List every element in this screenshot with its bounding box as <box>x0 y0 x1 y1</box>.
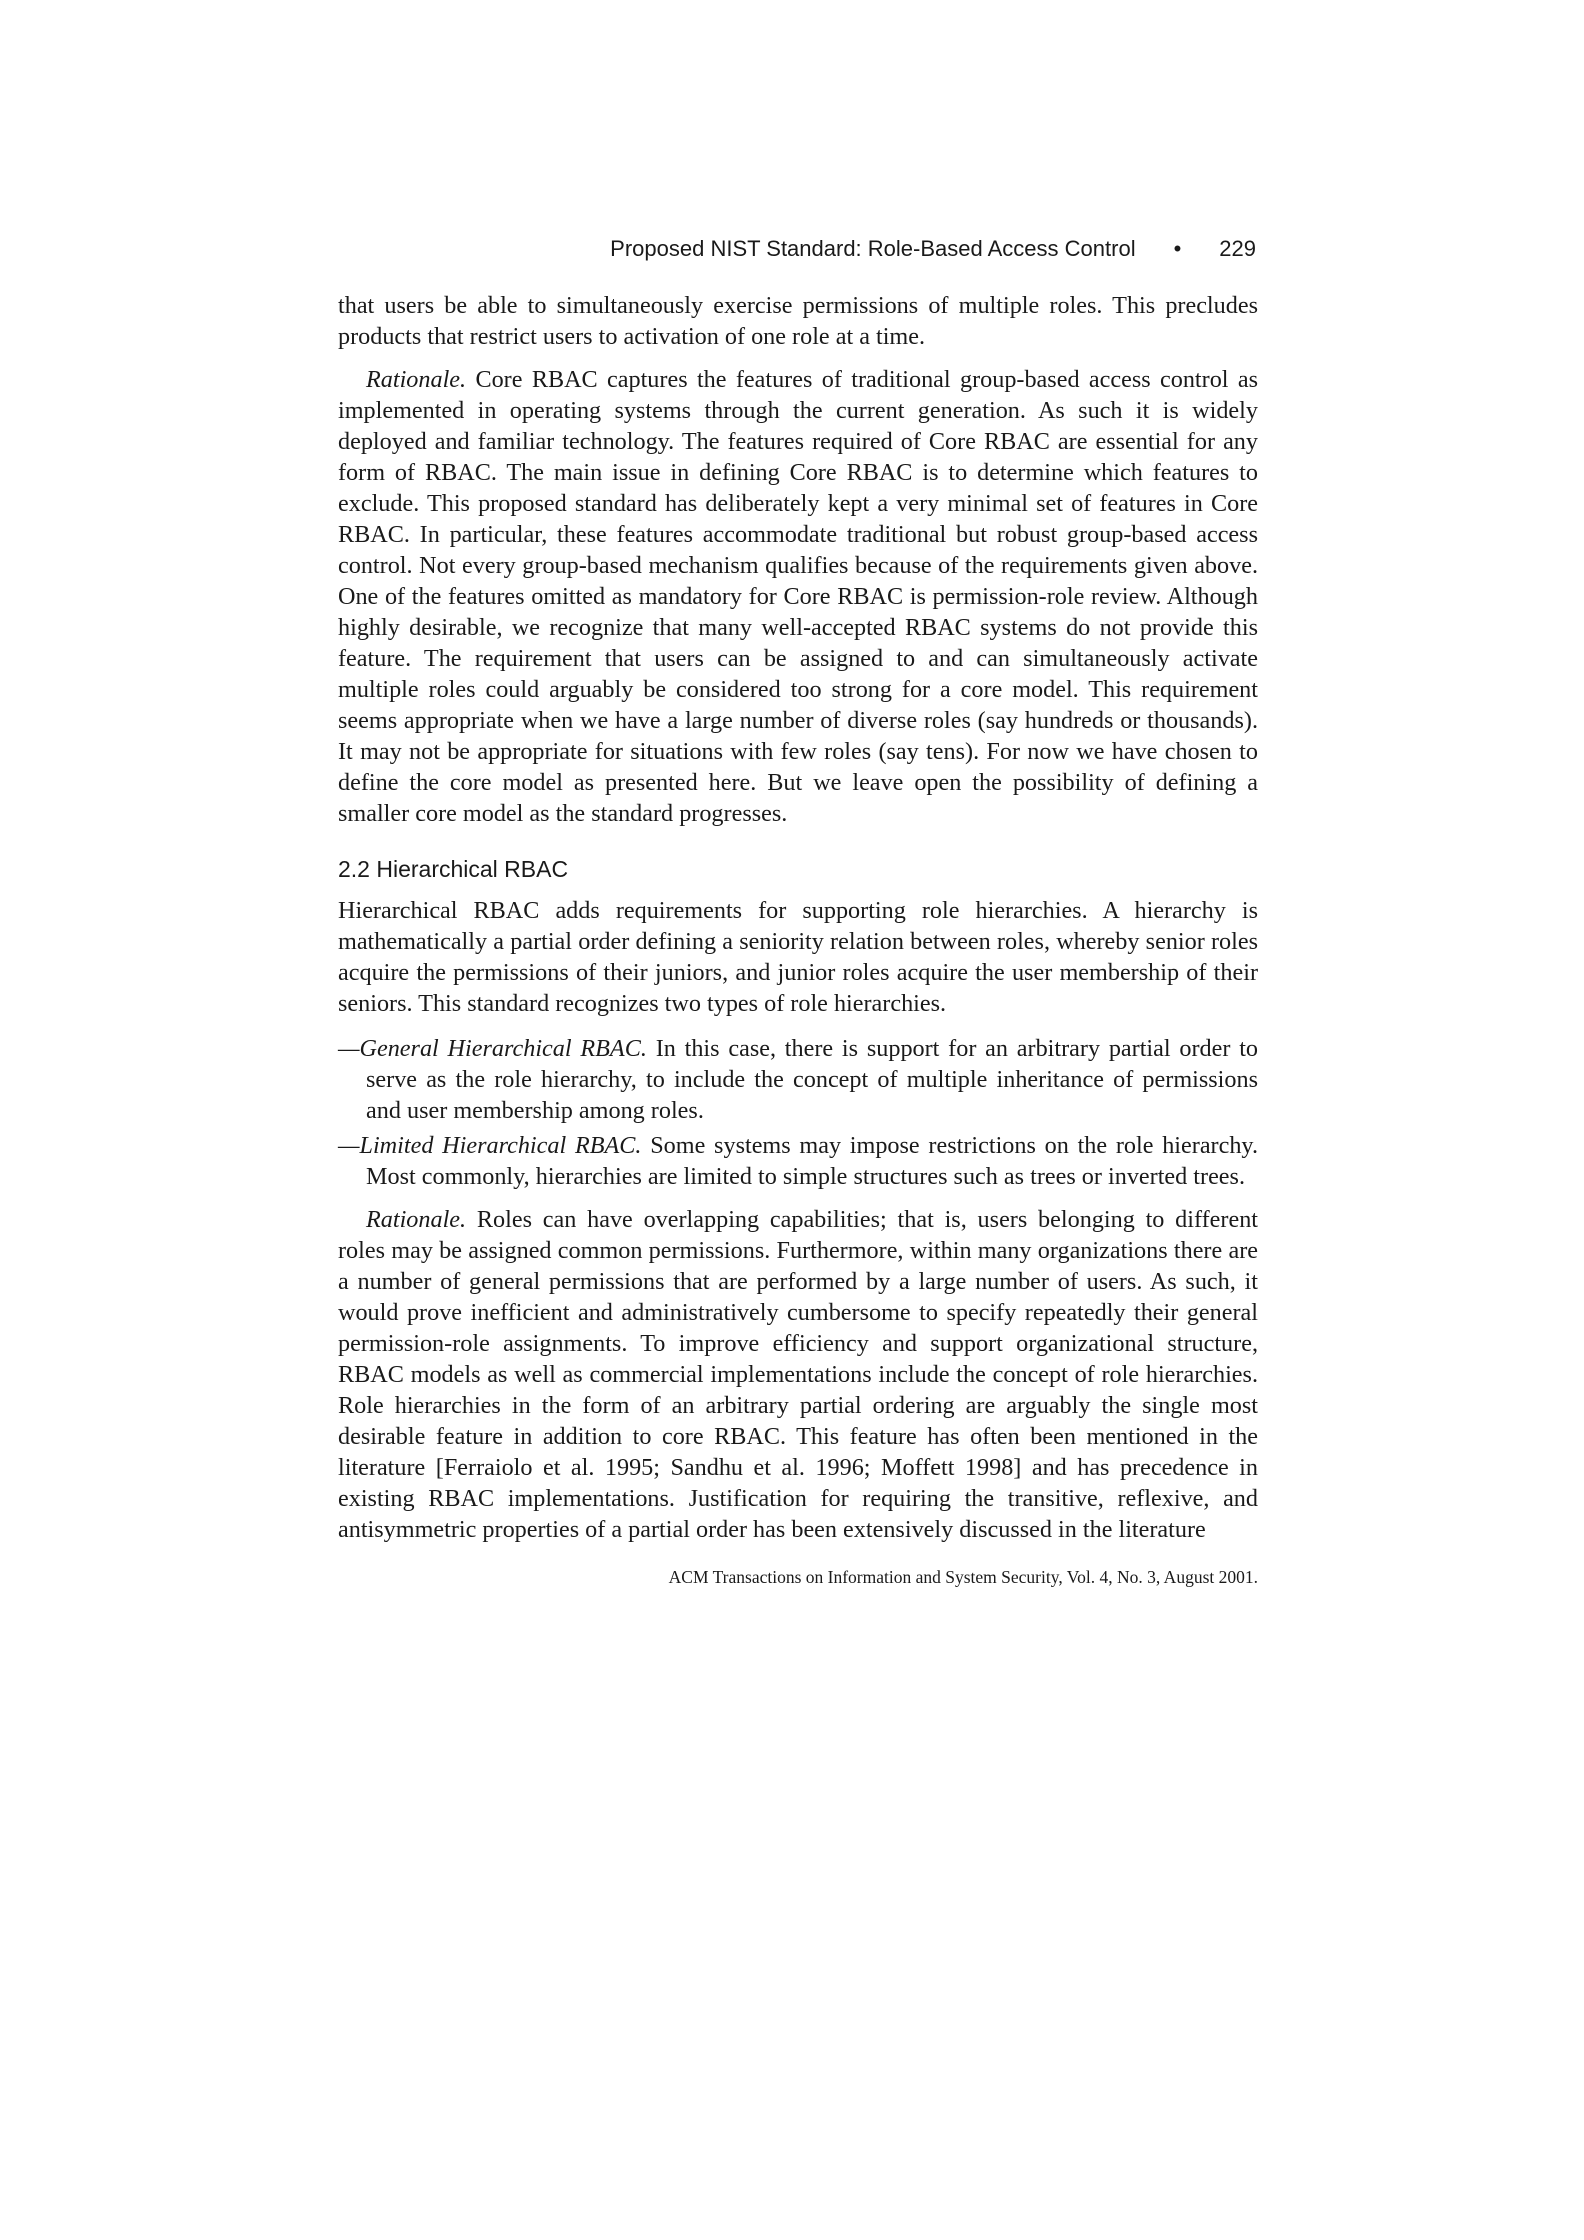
bullet-separator: • <box>1173 236 1182 261</box>
rationale-paragraph-core <box>338 364 1258 829</box>
rationale-label: Rationale. <box>366 1206 467 1233</box>
rationale-text: Roles can have overlapping capabilities; that is, users belonging to different roles may be assigned common permissions. Furthermore, within many organizations there are a number of general permissions that are performed by a large number of users. As such, it would prove inefficient and administratively cumbersome to specify repeatedly their general permission-role assignments. To improve efficiency and support organizational structure, RBAC models as well as commercial implementations include the concept of role hierarchies. Role hierarchies in the form of an arbitrary partial ordering are arguably the single most desirable feature in addition to core RBAC. This feature has often been mentioned in the literature [Ferraiolo et al. 1995; Sandhu et al. 1996; Moffett 1998] and has precedence in existing RBAC implementations. Justification for requiring the transitive, reflexive, and antisymmetric properties of a partial order has been extensively discussed in the literature <box>338 1206 1259 1543</box>
hierarchy-type-list <box>338 1033 1258 1192</box>
running-title: Proposed NIST Standard: Role-Based Access Control <box>610 236 1136 261</box>
list-item-text: In this case, there is support for an arbitrary partial order to serve as the role hierarchy, to include the concept of multiple inheritance of permissions and user membership among roles. <box>366 1035 1259 1124</box>
journal-footer: ACM Transactions on Information and System Security, Vol. 4, No. 3, August 2001. <box>668 1567 1258 1587</box>
page-number: 229 <box>1219 236 1256 261</box>
list-item-text: Some systems may impose restrictions on the role hierarchy. Most commonly, hierarchies are limited to simple structures such as trees or inverted trees. <box>366 1132 1259 1190</box>
rationale-text: Core RBAC captures the features of traditional group-based access control as implemented in operating systems through the current generation. As such it is widely deployed and familiar technology. The features required of Core RBAC are essential for any form of RBAC. The main issue in defining Core RBAC is to determine which features to exclude. This proposed standard has deliberately kept a very minimal set of features in Core RBAC. In particular, these features accommodate traditional but robust group-based access control. Not every group-based mechanism qualifies because of the requirements given above. One of the features omitted as mandatory for Core RBAC is permission-role review. Although highly desirable, we recognize that many well-accepted RBAC systems do not provide this feature. The requirement that users can be assigned to and can simultaneously activate multiple roles could arguably be considered too strong for a core model. This requirement seems appropriate when we have a large number of diverse roles (say hundreds or thousands). It may not be appropriate for situations with few roles (say tens). For now we have chosen to define the core model as presented here. But we leave open the possibility of defining a smaller core model as the standard progresses. <box>338 366 1259 827</box>
page <box>338 238 1258 1588</box>
rationale-label: Rationale. <box>366 366 467 393</box>
list-item-label: —General Hierarchical RBAC. <box>338 1035 647 1062</box>
running-head <box>338 238 1258 260</box>
continuation-paragraph: that users be able to simultaneously exercise permissions of multiple roles. This precludes products that restrict users to activation of one role at a time. <box>338 292 1258 350</box>
rationale-paragraph-hierarchical <box>338 1204 1258 1545</box>
list-item-label: —Limited Hierarchical RBAC. <box>338 1132 642 1159</box>
list-item-limited-hierarchical <box>338 1130 1258 1192</box>
section-intro-paragraph: Hierarchical RBAC adds requirements for supporting role hierarchies. A hierarchy is mathematically a partial order defining a seniority relation between roles, whereby senior roles acquire the permissions of their juniors, and junior roles acquire the user membership of their seniors. This standard recognizes two types of role hierarchies. <box>338 897 1258 1017</box>
list-item-general-hierarchical <box>338 1033 1258 1126</box>
section-heading: 2.2 Hierarchical RBAC <box>338 856 569 882</box>
